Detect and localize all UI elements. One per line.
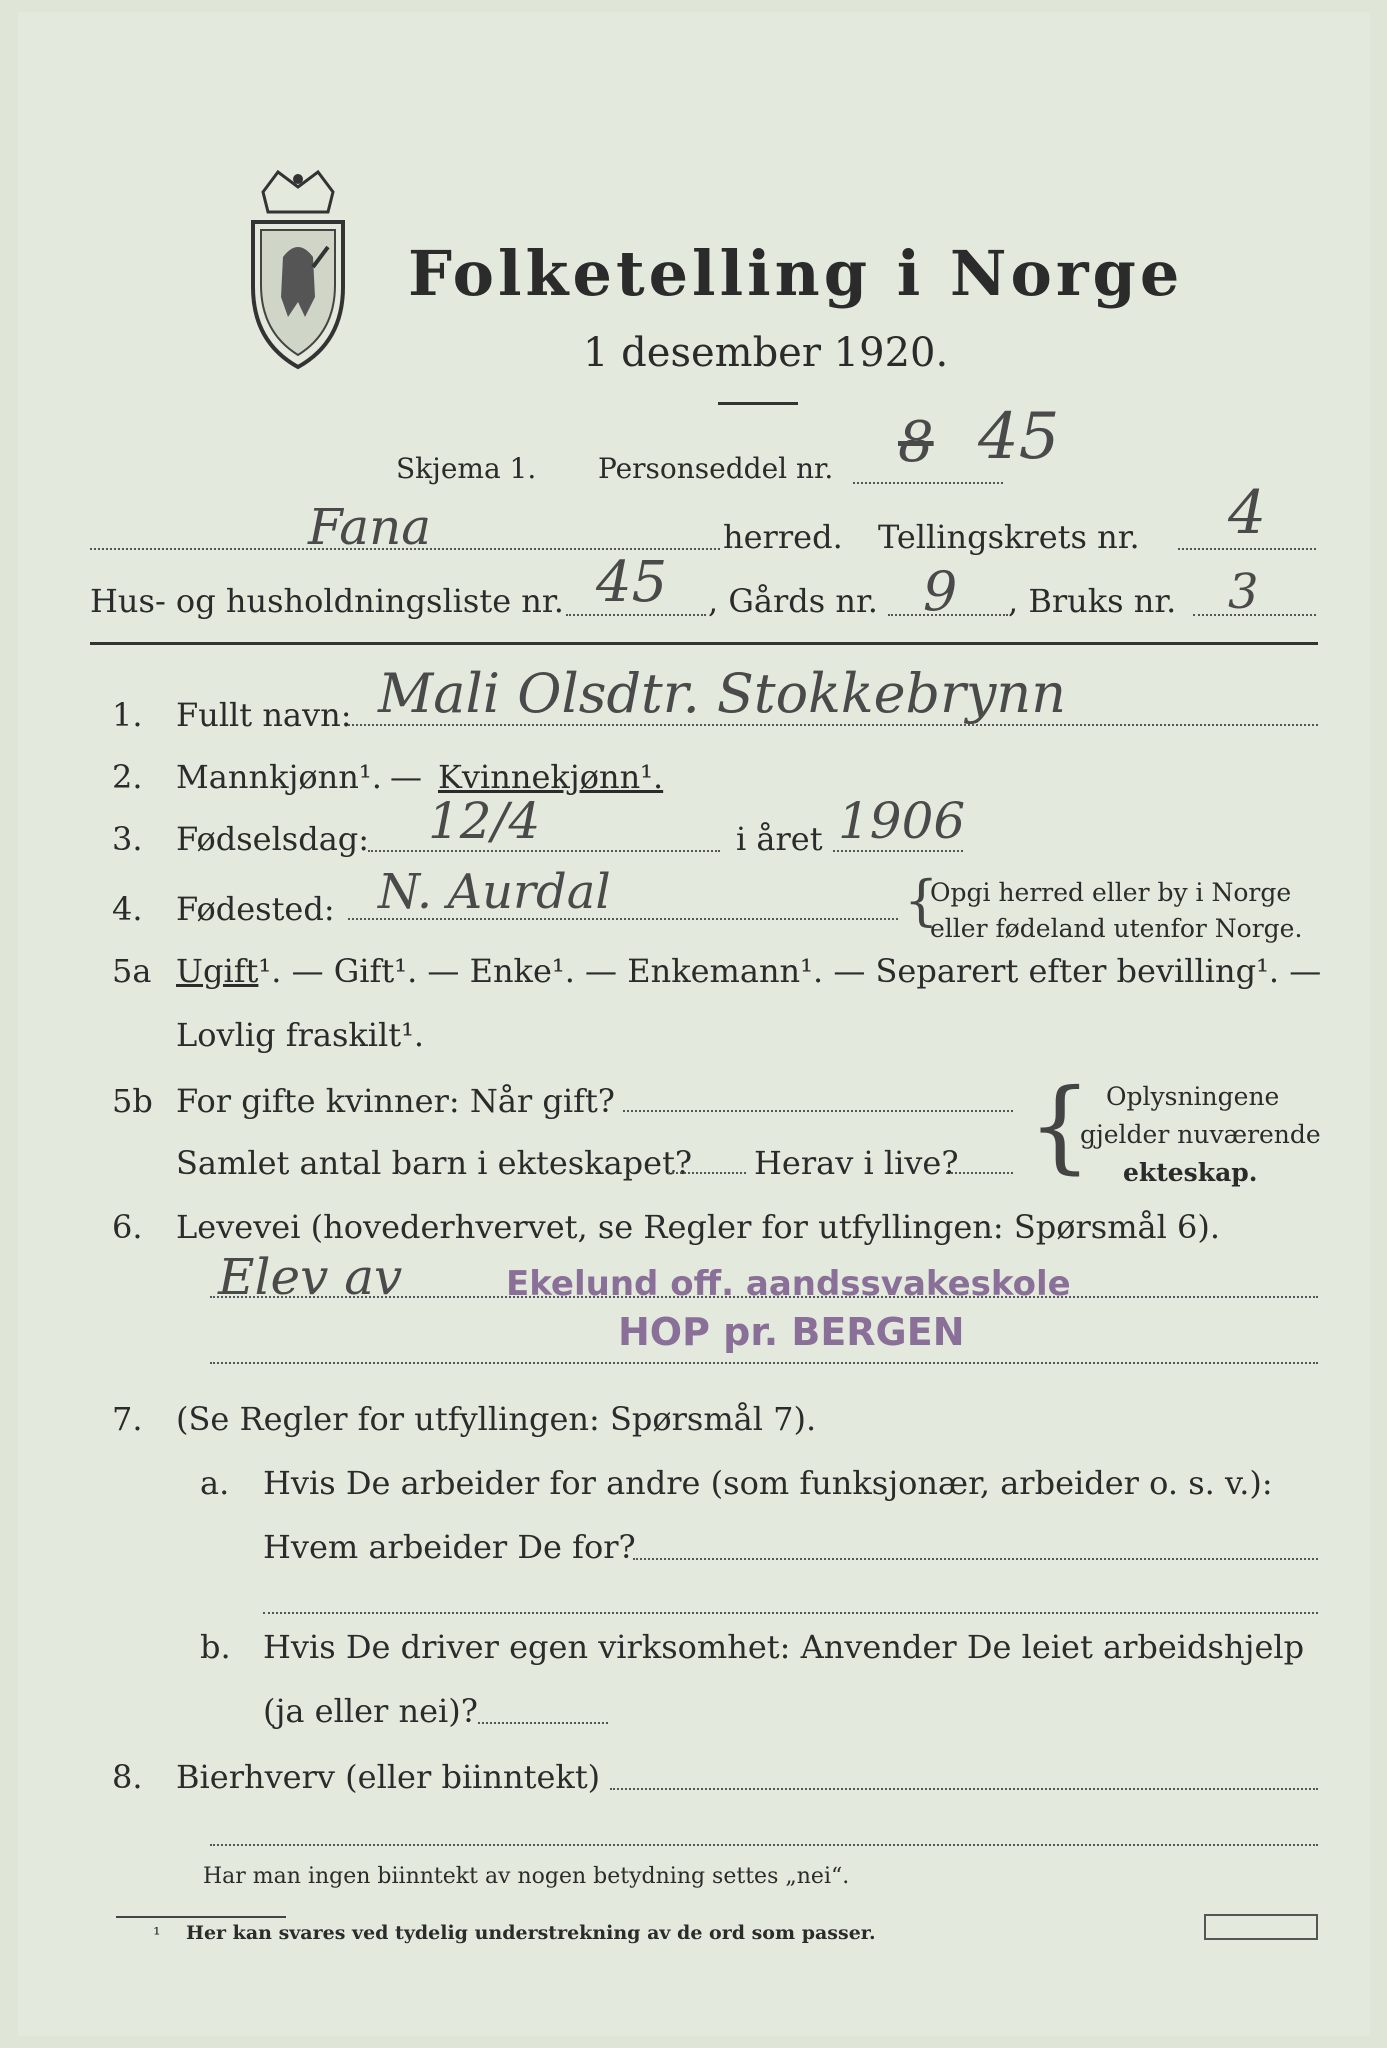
person-no-line	[853, 482, 1003, 484]
form-title: Folketelling i Norge	[408, 237, 1184, 310]
q6-line-2	[210, 1362, 1318, 1364]
q7b-line-2: (ja eller nei)?	[263, 1692, 478, 1730]
q5a-option-enkemann: Enkemann	[627, 952, 801, 990]
q2-female: Kvinnekjønn¹.	[438, 758, 664, 796]
municipality-value: Fana	[308, 498, 432, 556]
gards-label: , Gårds nr.	[708, 582, 878, 620]
q6-hand-value: Elev av	[218, 1248, 403, 1306]
gards-value: 9	[923, 560, 958, 623]
q5a-option-enke: Enke	[469, 952, 552, 990]
bruks-value: 3	[1228, 564, 1259, 620]
q7-label: (Se Regler for utfyllingen: Spørsmål 7).	[176, 1400, 817, 1438]
q4-note-1: Opgi herred eller by i Norge	[930, 878, 1292, 907]
q2-male: Mannkjønn¹.	[176, 758, 382, 796]
footnote-divider	[116, 1916, 286, 1918]
schema-label: Skjema 1.	[396, 452, 537, 485]
q3-year-label: i året	[736, 820, 823, 858]
q2-dash: —	[390, 758, 422, 796]
q8-answer-line-2	[210, 1844, 1318, 1846]
q3-line	[368, 850, 720, 852]
footnote-text: Her kan svares ved tydelig understrekning av de ord som passer.	[186, 1922, 876, 1944]
q4-value: N. Aurdal	[378, 864, 611, 920]
q3-year-line	[833, 850, 963, 852]
q5b-married-label: For gifte kvinner: Når gift?	[176, 1082, 615, 1120]
q5a-option-ugift: Ugift	[176, 952, 259, 990]
q5a-number: 5a	[112, 952, 152, 990]
q7a-line-2: Hvem arbeider De for?	[263, 1528, 636, 1566]
person-no-label: Personseddel nr.	[598, 452, 834, 485]
q6-label: Levevei (hovederhvervet, se Regler for utfyllingen: Spørsmål 6).	[176, 1208, 1221, 1246]
household-label: Hus- og husholdningsliste nr.	[90, 582, 564, 620]
household-value: 45	[596, 550, 668, 615]
q7b-line-1: Hvis De driver egen virksomhet: Anvender De leiet arbeidshjelp	[263, 1628, 1305, 1666]
q5b-note-2: gjelder nuværende	[1080, 1120, 1321, 1149]
q1-value: Mali Olsdtr. Stokkebrynn	[378, 662, 1066, 725]
q7b-number: b.	[200, 1628, 231, 1666]
q8-answer-line-1	[610, 1788, 1318, 1790]
q5b-children-line	[668, 1172, 746, 1174]
q4-number: 4.	[112, 890, 143, 928]
q5b-alive-line	[946, 1172, 1013, 1174]
q5b-married-line	[623, 1110, 1013, 1112]
person-no-struck: 8	[898, 410, 934, 475]
q2-number: 2.	[112, 758, 143, 796]
q1-number: 1.	[112, 696, 143, 734]
q3-value: 12/4	[428, 792, 541, 850]
footer-note: Har man ingen biinntekt av nogen betydning settes „nei“.	[203, 1864, 850, 1889]
q5a-line-2: Lovlig fraskilt¹.	[176, 1016, 425, 1054]
q7a-number: a.	[200, 1464, 230, 1502]
q5b-brace: {	[1028, 1067, 1092, 1184]
norwegian-coat-of-arms-icon	[243, 167, 353, 377]
q5b-number: 5b	[112, 1082, 153, 1120]
q3-label: Fødselsdag:	[176, 820, 370, 858]
q5a-option-separert: Separert efter bevilling	[875, 952, 1257, 990]
q6-number: 6.	[112, 1208, 143, 1246]
q4-note-2: eller fødeland utenfor Norge.	[930, 914, 1303, 943]
q1-label: Fullt navn:	[176, 696, 352, 734]
title-divider	[718, 402, 798, 405]
district-label: Tellingskrets nr.	[878, 518, 1140, 556]
q3-number: 3.	[112, 820, 143, 858]
q4-brace: {	[904, 869, 939, 932]
q7-number: 7.	[112, 1400, 143, 1438]
q4-label: Fødested:	[176, 890, 335, 928]
q7a-line-1: Hvis De arbeider for andre (som funksjonær, arbeider o. s. v.):	[263, 1464, 1273, 1502]
q5a-options: Ugift¹. — Gift¹. — Enke¹. — Enkemann¹. — Separert efter bevilling¹. —	[176, 952, 1322, 990]
q5b-note-3: ekteskap.	[1123, 1158, 1258, 1187]
census-date: 1 desember 1920.	[583, 330, 949, 376]
q8-label: Bierhverv (eller biinntekt)	[176, 1758, 601, 1796]
printer-stamp	[1204, 1914, 1318, 1940]
district-value: 4	[1228, 478, 1267, 548]
q7a-answer-line-2	[263, 1612, 1318, 1614]
census-form-sheet	[18, 12, 1370, 2036]
bruks-label: , Bruks nr.	[1008, 582, 1177, 620]
person-no-value: 45	[978, 400, 1060, 474]
q5a-option-gift: Gift	[333, 952, 395, 990]
q5b-alive-label: Herav i live?	[754, 1144, 959, 1182]
herred-label: herred.	[723, 518, 843, 556]
q5b-children-label: Samlet antal barn i ekteskapet?	[176, 1144, 693, 1182]
q6-stamp-line-2: HOP pr. BERGEN	[618, 1310, 965, 1354]
footnote-mark: ¹	[153, 1924, 161, 1946]
district-line	[1178, 548, 1316, 550]
q7b-answer-line	[478, 1722, 608, 1724]
header-rule	[90, 642, 1318, 645]
q8-number: 8.	[112, 1758, 143, 1796]
q3-year-value: 1906	[838, 792, 966, 850]
q7a-answer-line-1	[633, 1558, 1318, 1560]
q6-stamp-line-1: Ekelund off. aandssvakeskole	[506, 1264, 1071, 1304]
q5b-note-1: Oplysningene	[1106, 1082, 1280, 1111]
